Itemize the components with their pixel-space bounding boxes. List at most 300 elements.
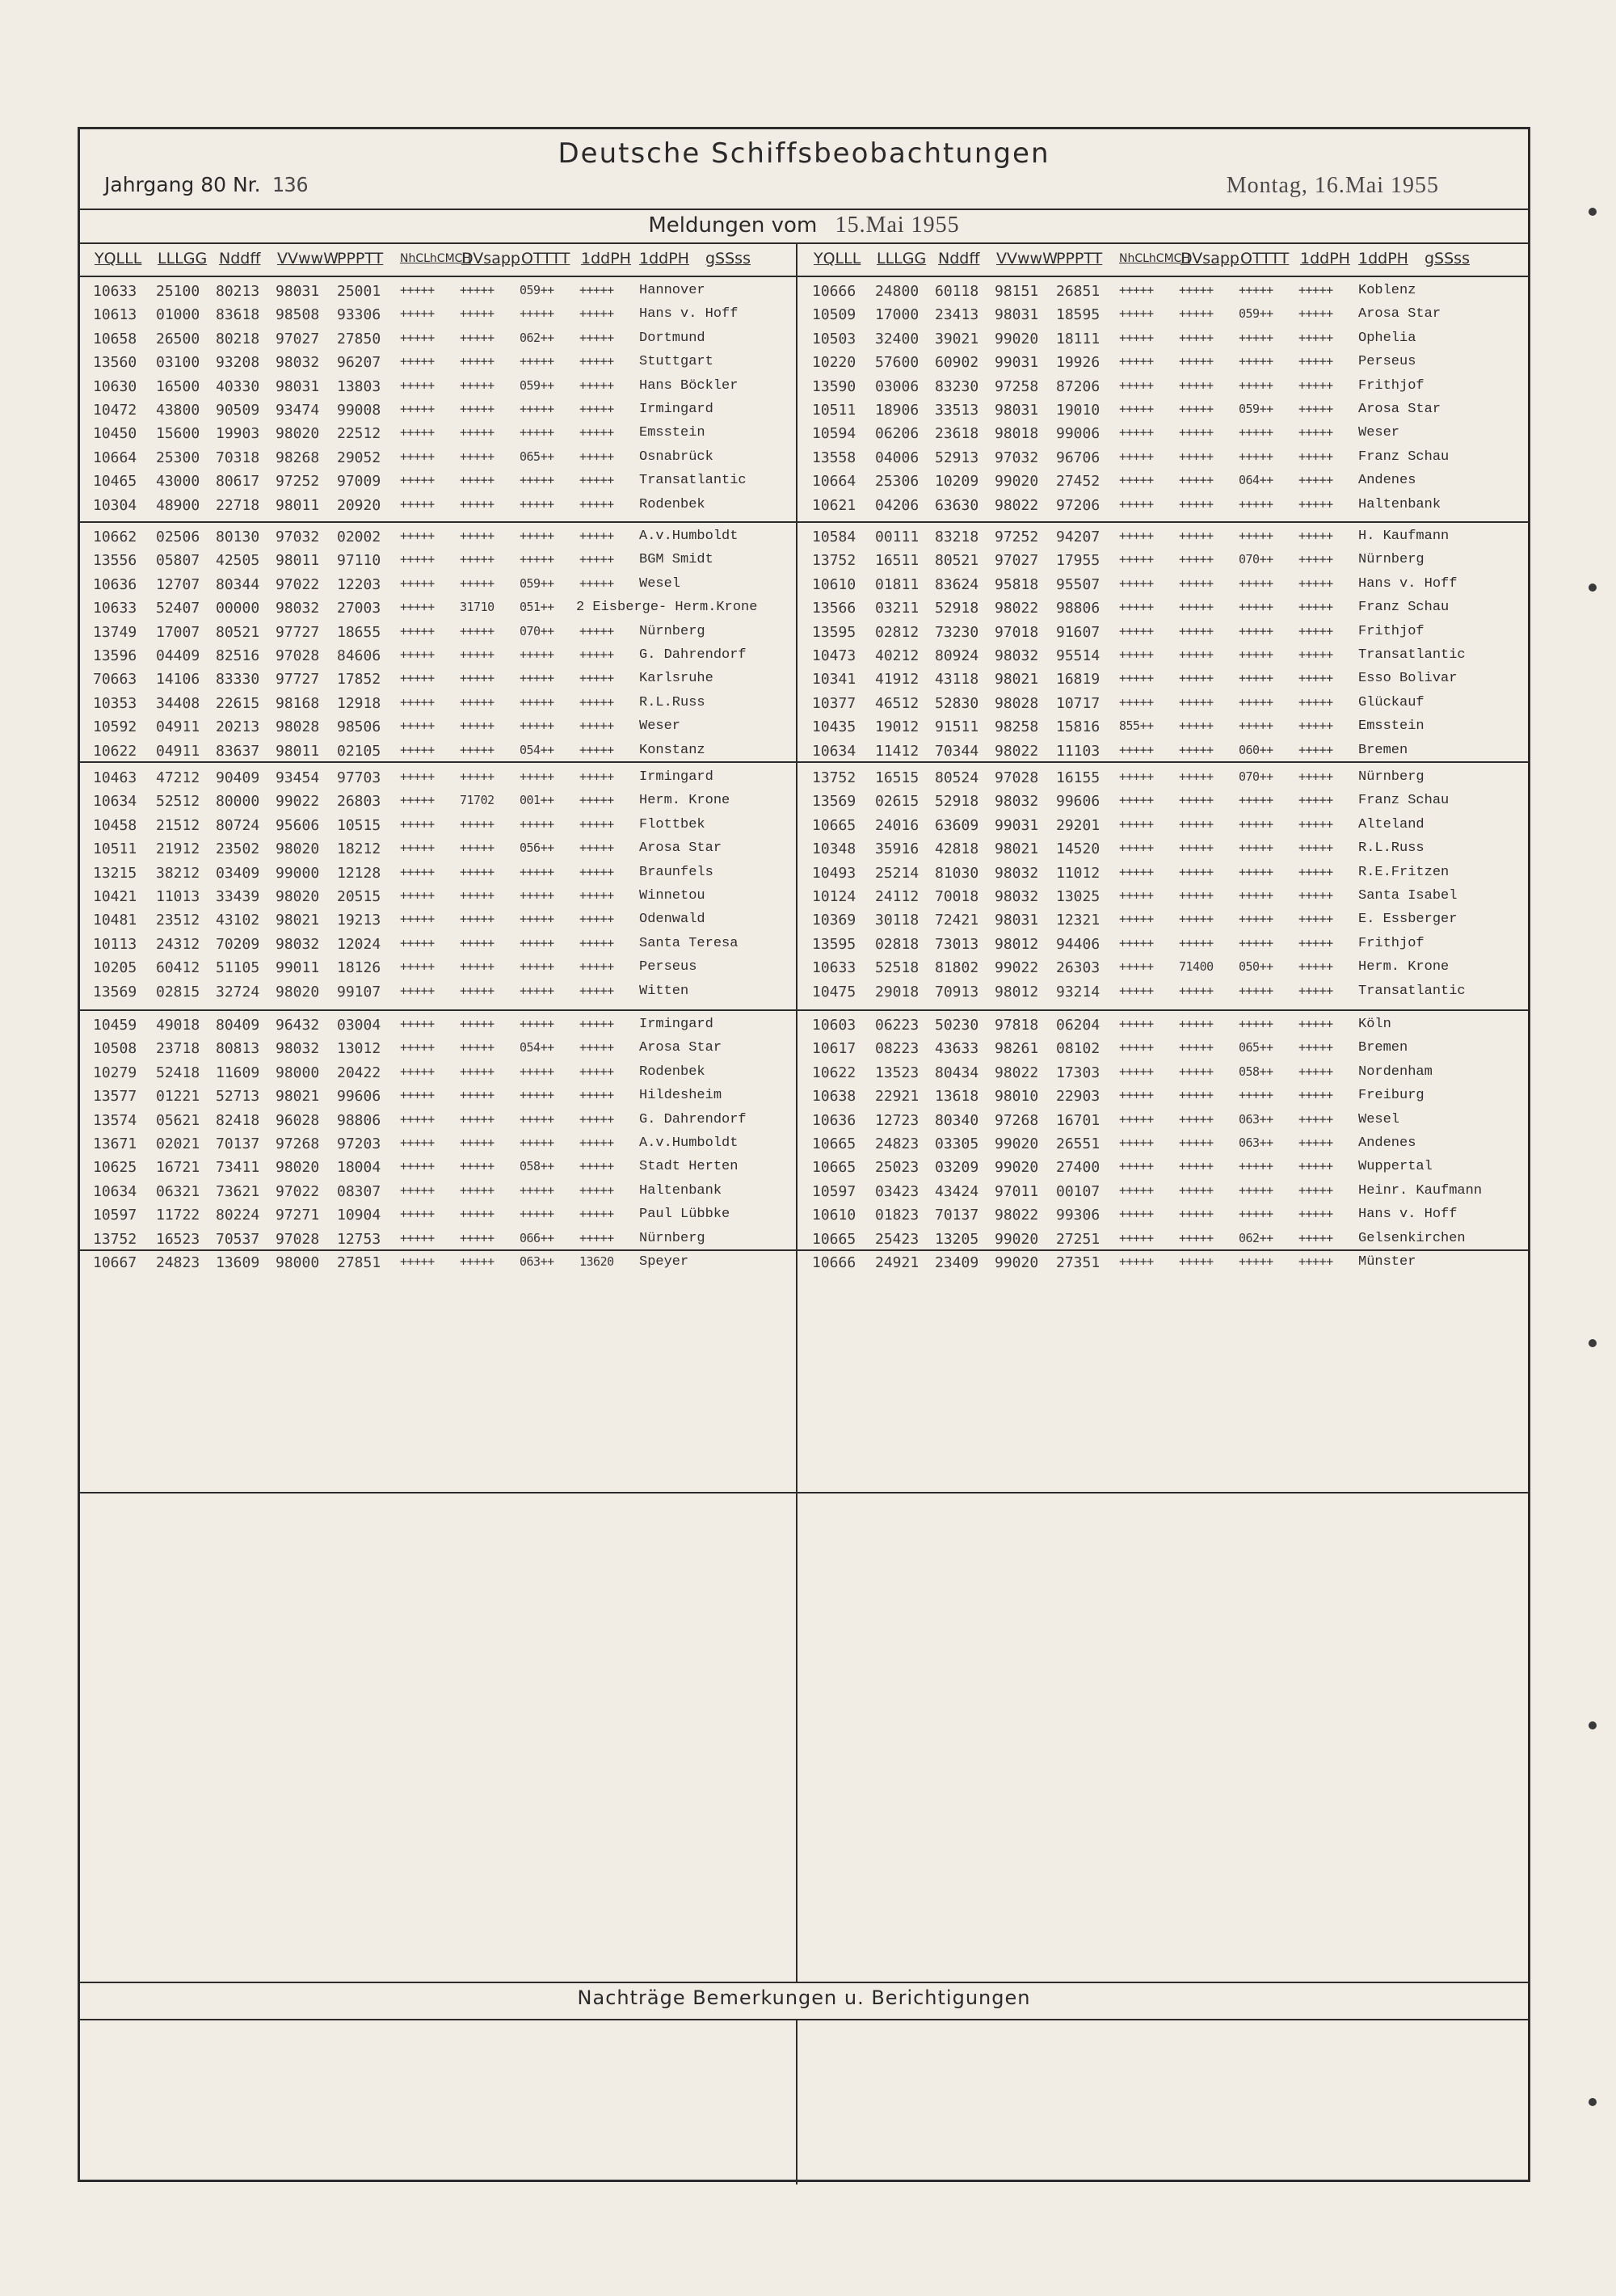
cell: +++++	[1119, 529, 1154, 543]
cell: 04206	[875, 496, 920, 514]
cell: 10508	[93, 1040, 137, 1058]
cell: +++++	[579, 840, 614, 856]
ship-name: Rodenbek	[639, 496, 705, 512]
cell: 24800	[875, 283, 920, 300]
cell: 23512	[156, 912, 200, 929]
cell: +++++	[1119, 1064, 1154, 1079]
cell: 40212	[875, 647, 920, 664]
ship-name: Konstanz	[639, 742, 705, 758]
cell: 99008	[337, 402, 381, 419]
cell: +++++	[520, 888, 554, 903]
cell: 98806	[337, 1111, 381, 1129]
cell: 21512	[156, 816, 200, 834]
cell: +++++	[400, 840, 435, 856]
cell: 90509	[216, 402, 260, 419]
divider	[80, 276, 1528, 277]
cell: +++++	[1179, 769, 1214, 784]
cell: 46512	[875, 694, 920, 712]
cell: 11609	[216, 1064, 260, 1081]
cell: 10279	[93, 1064, 137, 1081]
cell: 10515	[337, 816, 381, 834]
cell: 98020	[276, 1159, 320, 1177]
ship-name: Wuppertal	[1358, 1159, 1433, 1175]
cell: +++++	[1119, 306, 1154, 322]
cell: 02812	[875, 623, 920, 641]
cell: 80924	[935, 647, 979, 664]
cell: +++++	[460, 742, 494, 757]
cell: +++++	[460, 1088, 494, 1103]
cell: +++++	[1179, 425, 1214, 440]
cell: 91511	[935, 718, 979, 736]
ship-name: Transatlantic	[1358, 647, 1466, 663]
cell: +++++	[520, 1088, 554, 1103]
cell: 058++	[520, 1159, 554, 1174]
cell: +++++	[1179, 1159, 1214, 1174]
cell: 05807	[156, 552, 200, 570]
cell: +++++	[1239, 623, 1273, 638]
cell: +++++	[1239, 377, 1273, 393]
cell: 15816	[1056, 718, 1100, 736]
cell: 70137	[216, 1135, 260, 1152]
cell: 50230	[935, 1017, 979, 1034]
cell: 93208	[216, 354, 260, 372]
cell: 97271	[276, 1207, 320, 1224]
cell: +++++	[1179, 647, 1214, 662]
cell: 98031	[276, 377, 320, 395]
cell: 10205	[93, 959, 137, 977]
cell: 97252	[276, 473, 320, 491]
ship-name: Nürnberg	[639, 623, 705, 639]
cell: +++++	[400, 575, 435, 591]
cell: 13025	[1056, 888, 1100, 905]
cell: 050++	[1239, 959, 1273, 975]
column-header: PPPTT	[1056, 250, 1103, 268]
cell: 10613	[93, 306, 137, 324]
cell: 41912	[875, 671, 920, 689]
cell: +++++	[1179, 552, 1214, 567]
punch-hole-1	[1589, 208, 1597, 216]
cell: 066++	[520, 1230, 554, 1245]
cell: 27003	[337, 600, 381, 617]
cell: 80524	[935, 769, 979, 786]
cell: 10594	[812, 425, 856, 443]
cell: 90409	[216, 769, 260, 786]
cell: +++++	[400, 283, 435, 297]
cell: 13596	[93, 647, 137, 664]
cell: +++++	[400, 694, 435, 710]
cell: +++++	[400, 1064, 435, 1079]
cell: 18655	[337, 623, 381, 641]
cell: +++++	[1298, 718, 1333, 734]
cell: 97027	[276, 330, 320, 348]
cell: 31710	[460, 600, 494, 615]
cell: 83618	[216, 306, 260, 324]
cell: 23718	[156, 1040, 200, 1058]
cell: 04911	[156, 742, 200, 760]
cell: 059++	[1239, 306, 1273, 322]
cell: 10666	[812, 283, 856, 300]
cell: 13590	[812, 377, 856, 395]
cell: 18906	[875, 402, 920, 419]
ship-name: Glückauf	[1358, 694, 1425, 710]
cell: +++++	[1179, 816, 1214, 832]
cell: 99006	[1056, 425, 1100, 443]
cell: 80340	[935, 1111, 979, 1129]
punch-hole-3	[1589, 1339, 1597, 1347]
cell: +++++	[579, 529, 614, 543]
cell: 25214	[875, 864, 920, 882]
cell: 24312	[156, 935, 200, 953]
cell: 33513	[935, 402, 979, 419]
column-header: YQLLL	[95, 250, 142, 268]
cell: +++++	[400, 473, 435, 488]
cell: 13752	[812, 552, 856, 570]
cell: 73621	[216, 1182, 260, 1200]
cell: +++++	[520, 1017, 554, 1031]
cell: 98032	[995, 793, 1039, 811]
cell: +++++	[1119, 983, 1154, 998]
cell: +++++	[520, 647, 554, 662]
cell: +++++	[460, 402, 494, 416]
cell: 070++	[1239, 552, 1273, 567]
cell: 16721	[156, 1159, 200, 1177]
cell: 10634	[93, 793, 137, 811]
cell: 29018	[875, 983, 920, 1001]
cell: 03305	[935, 1135, 979, 1152]
cell: 059++	[520, 377, 554, 393]
cell: 17955	[1056, 552, 1100, 570]
cell: 10665	[812, 1230, 856, 1248]
cell: 98032	[995, 647, 1039, 664]
cell: 13671	[93, 1135, 137, 1152]
cell: 26851	[1056, 283, 1100, 300]
issue-number: 136	[271, 173, 309, 196]
cell: 80130	[216, 529, 260, 546]
cell: +++++	[1119, 694, 1154, 710]
ship-name: Nürnberg	[1358, 769, 1425, 785]
cell: +++++	[1239, 283, 1273, 297]
cell: 10634	[812, 742, 856, 760]
cell: 83624	[935, 575, 979, 593]
cell: 98018	[995, 425, 1039, 443]
cell: +++++	[520, 529, 554, 543]
cell: 97022	[276, 1182, 320, 1200]
cell: 97110	[337, 552, 381, 570]
cell: +++++	[400, 496, 435, 512]
cell: +++++	[1179, 912, 1214, 927]
cell: +++++	[460, 330, 494, 345]
cell: 13556	[93, 552, 137, 570]
cell: +++++	[579, 575, 614, 591]
cell: +++++	[1298, 1159, 1333, 1174]
cell: +++++	[460, 496, 494, 512]
column-header: NhCLhCMCH	[400, 252, 471, 265]
cell: +++++	[1298, 330, 1333, 345]
cell: 98508	[276, 306, 320, 324]
cell: +++++	[1119, 425, 1154, 440]
cell: 71400	[1179, 959, 1214, 975]
cell: 70318	[216, 449, 260, 466]
cell: +++++	[460, 306, 494, 322]
cell: 98028	[995, 694, 1039, 712]
cell: 34408	[156, 694, 200, 712]
cell: +++++	[460, 718, 494, 734]
cell: 98168	[276, 694, 320, 712]
cell: +++++	[579, 888, 614, 903]
cell: 72421	[935, 912, 979, 929]
ship-name: A.v.Humboldt	[639, 1135, 739, 1151]
cell: +++++	[1298, 1230, 1333, 1245]
cell: +++++	[460, 1254, 494, 1269]
cell: +++++	[579, 402, 614, 416]
cell: 13749	[93, 623, 137, 641]
cell: 98022	[995, 1064, 1039, 1081]
ship-name: Nordenham	[1358, 1064, 1433, 1080]
cell: 10463	[93, 769, 137, 786]
cell: 13803	[337, 377, 381, 395]
cell: +++++	[1179, 449, 1214, 464]
cell: +++++	[1298, 1111, 1333, 1127]
cell: +++++	[1179, 402, 1214, 416]
column-header: 1ddPH	[639, 250, 689, 268]
cell: 10717	[1056, 694, 1100, 712]
cell: 054++	[520, 742, 554, 757]
cell: 10664	[93, 449, 137, 466]
cell: +++++	[579, 983, 614, 998]
cell: +++++	[1298, 552, 1333, 567]
ship-name: R.E.Fritzen	[1358, 864, 1450, 880]
cell: 13569	[812, 793, 856, 811]
column-header: 1ddPH	[1358, 250, 1408, 268]
cell: 19010	[1056, 402, 1100, 419]
cell: +++++	[1298, 473, 1333, 488]
cell: +++++	[460, 1135, 494, 1150]
cell: 056++	[520, 840, 554, 856]
cell: +++++	[520, 425, 554, 440]
cell: +++++	[579, 1040, 614, 1055]
ship-name: Emsstein	[639, 425, 705, 441]
column-header: 1ddPH	[1300, 250, 1350, 268]
ship-name: BGM Smidt	[639, 552, 713, 568]
cell: 10465	[93, 473, 137, 491]
ship-name: Weser	[1358, 425, 1400, 441]
cell: 43000	[156, 473, 200, 491]
cell: +++++	[579, 671, 614, 686]
cell: 14520	[1056, 840, 1100, 858]
cell: 43424	[935, 1182, 979, 1200]
cell: +++++	[579, 306, 614, 322]
cell: 97018	[995, 623, 1039, 641]
cell: 10597	[93, 1207, 137, 1224]
cell: 16701	[1056, 1111, 1100, 1129]
cell: 10636	[812, 1111, 856, 1129]
cell: 10353	[93, 694, 137, 712]
ship-name: Transatlantic	[639, 473, 747, 489]
cell: 33439	[216, 888, 260, 905]
cell: +++++	[1119, 449, 1154, 464]
cell: 13205	[935, 1230, 979, 1248]
cell: 10665	[812, 1159, 856, 1177]
cell: +++++	[400, 793, 435, 808]
ship-name: Stuttgart	[639, 354, 713, 370]
cell: +++++	[1298, 935, 1333, 950]
cell: 10622	[93, 742, 137, 760]
ship-name: Perseus	[639, 959, 697, 975]
cell: 80521	[935, 552, 979, 570]
cell: +++++	[579, 1111, 614, 1127]
cell: 98021	[995, 840, 1039, 858]
cell: 98031	[276, 283, 320, 300]
cell: 26500	[156, 330, 200, 348]
ship-name: Wesel	[639, 575, 681, 592]
cell: 52512	[156, 793, 200, 811]
cell: 70663	[93, 671, 137, 689]
cell: 13618	[935, 1088, 979, 1106]
cell: 02506	[156, 529, 200, 546]
cell: 99020	[995, 1254, 1039, 1271]
cell: +++++	[460, 1230, 494, 1245]
cell: +++++	[400, 330, 435, 345]
cell: +++++	[1239, 1088, 1273, 1103]
ship-name: Perseus	[1358, 354, 1416, 370]
cell: +++++	[460, 449, 494, 464]
cell: +++++	[1119, 496, 1154, 512]
cell: +++++	[520, 912, 554, 927]
cell: 19213	[337, 912, 381, 929]
cell: 97268	[276, 1135, 320, 1152]
cell: +++++	[1179, 742, 1214, 757]
cell: 02818	[875, 935, 920, 953]
cell: +++++	[520, 769, 554, 784]
cell: +++++	[1239, 330, 1273, 345]
cell: 10511	[812, 402, 856, 419]
page-title: Deutsche Schiffsbeobachtungen	[558, 137, 1050, 170]
cell: 95514	[1056, 647, 1100, 664]
cell: +++++	[520, 959, 554, 975]
cell: +++++	[400, 306, 435, 322]
cell: 10664	[812, 473, 856, 491]
cell: 064++	[1239, 473, 1273, 488]
cell: +++++	[1119, 330, 1154, 345]
cell: 10658	[93, 330, 137, 348]
cell: 04911	[156, 718, 200, 736]
cell: +++++	[520, 473, 554, 488]
cell: 17852	[337, 671, 381, 689]
cell: 83218	[935, 529, 979, 546]
cell: 29201	[1056, 816, 1100, 834]
cell: +++++	[400, 1254, 435, 1269]
cell: +++++	[1298, 793, 1333, 808]
cell: 48900	[156, 496, 200, 514]
cell: +++++	[1119, 647, 1154, 662]
cell: 16155	[1056, 769, 1100, 786]
cell: 98000	[276, 1064, 320, 1081]
ship-name: Transatlantic	[1358, 983, 1466, 999]
ship-name: R.L.Russ	[1358, 840, 1425, 857]
ship-name: Hans v. Hoff	[1358, 1207, 1458, 1223]
cell: 03004	[337, 1017, 381, 1034]
ship-name: Köln	[1358, 1017, 1391, 1032]
cell: +++++	[1239, 718, 1273, 734]
cell: +++++	[1298, 816, 1333, 832]
cell: +++++	[400, 671, 435, 686]
cell: 97703	[337, 769, 381, 786]
cell: 11012	[1056, 864, 1100, 882]
ship-name: Frithjof	[1358, 623, 1425, 639]
cell: 96207	[337, 354, 381, 372]
cell: 98032	[276, 1040, 320, 1058]
cell: +++++	[520, 1207, 554, 1222]
cell: +++++	[1179, 1111, 1214, 1127]
cell: +++++	[400, 742, 435, 757]
cell: +++++	[520, 306, 554, 322]
cell: +++++	[1298, 1254, 1333, 1269]
cell: +++++	[1179, 671, 1214, 686]
ship-name: Dortmund	[639, 330, 705, 346]
cell: +++++	[1179, 840, 1214, 856]
cell: 80617	[216, 473, 260, 491]
cell: 13012	[337, 1040, 381, 1058]
cell: 17303	[1056, 1064, 1100, 1081]
cell: 98032	[995, 888, 1039, 905]
cell: +++++	[1179, 377, 1214, 393]
cell: +++++	[579, 912, 614, 927]
cell: +++++	[1119, 769, 1154, 784]
cell: 98012	[995, 983, 1039, 1001]
cell: 71702	[460, 793, 494, 808]
cell: +++++	[1298, 496, 1333, 512]
cell: 98261	[995, 1040, 1039, 1058]
cell: 32400	[875, 330, 920, 348]
cell: +++++	[579, 330, 614, 345]
cell: 40330	[216, 377, 260, 395]
cell: +++++	[1239, 840, 1273, 856]
cell: +++++	[1119, 1254, 1154, 1269]
cell: 60902	[935, 354, 979, 372]
cell: +++++	[460, 377, 494, 393]
ship-name: Ophelia	[1358, 330, 1416, 346]
cell: 98020	[276, 983, 320, 1001]
cell: +++++	[1179, 1207, 1214, 1222]
column-header: 1ddPH	[581, 250, 631, 268]
cell: 063++	[520, 1254, 554, 1269]
ship-name: Gelsenkirchen	[1358, 1230, 1466, 1246]
cell: +++++	[1179, 983, 1214, 998]
cell: 97022	[276, 575, 320, 593]
column-header: VVwwW	[996, 250, 1058, 268]
cell: +++++	[579, 425, 614, 440]
cell: 95818	[995, 575, 1039, 593]
cell: 855++	[1119, 718, 1154, 734]
cell: 80724	[216, 816, 260, 834]
ship-name: Weser	[639, 718, 681, 735]
cell: 98020	[276, 425, 320, 443]
cell: +++++	[579, 449, 614, 464]
cell: 13523	[875, 1064, 920, 1081]
cell: +++++	[1239, 425, 1273, 440]
cell: 13558	[812, 449, 856, 466]
column-header: OTTTT	[1240, 250, 1290, 268]
ship-name: Witten	[639, 983, 689, 999]
ship-name: Alteland	[1358, 816, 1425, 832]
cell: 25423	[875, 1230, 920, 1248]
meldungen-label: Meldungen vom	[648, 213, 818, 238]
cell: 24823	[875, 1135, 920, 1152]
column-header: OTTTT	[521, 250, 570, 268]
cell: 52913	[935, 449, 979, 466]
cell: 08102	[1056, 1040, 1100, 1058]
cell: 17000	[875, 306, 920, 324]
